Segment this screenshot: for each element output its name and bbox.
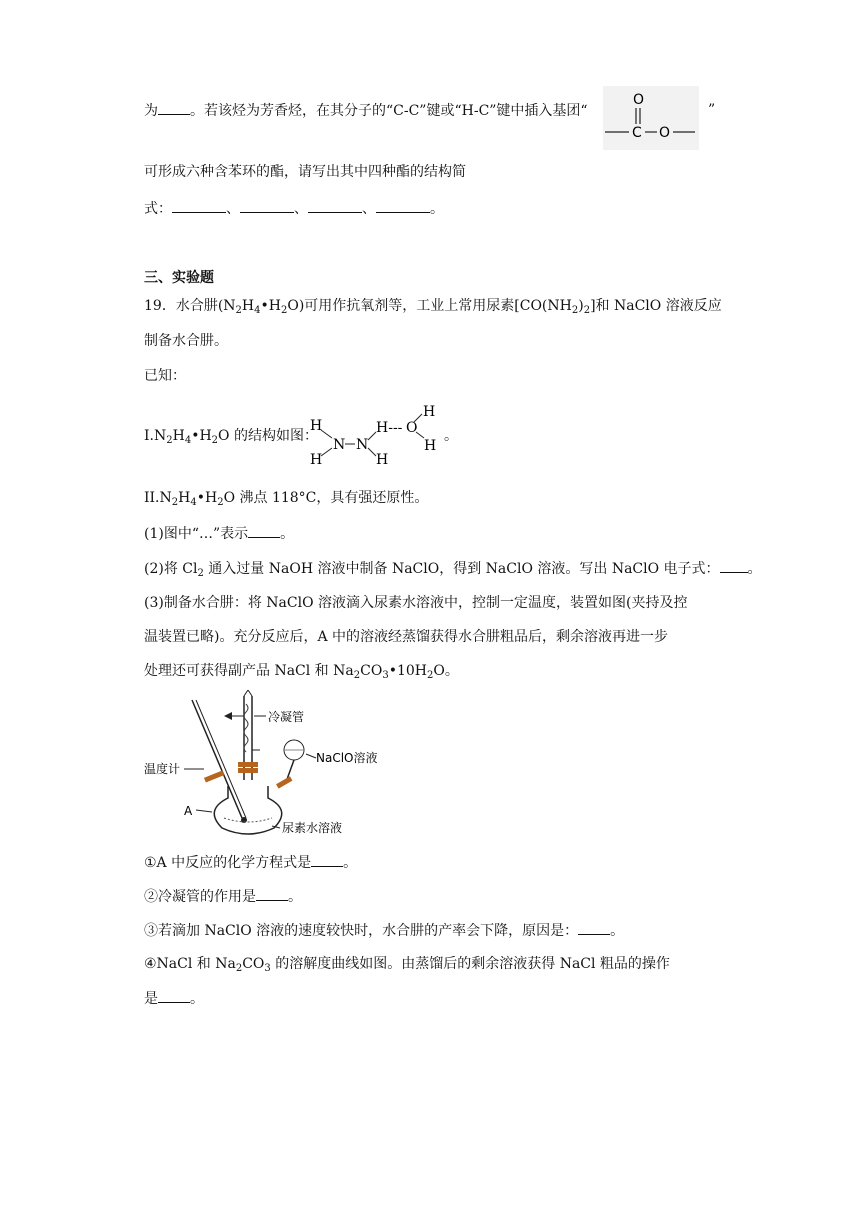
svg-text:N: N — [356, 437, 369, 453]
q19-part1: (1)图中“…”表示 。 — [144, 523, 294, 544]
q18-line2: 可形成六种含苯环的酯，请写出其中四种酯的结构简 — [144, 164, 466, 180]
section-title: 三、实验题 — [144, 270, 214, 286]
q18-line3: 式： 、 、 、 。 — [144, 198, 444, 219]
answer-blank[interactable] — [172, 198, 226, 213]
label-urea: 尿素水溶液 — [282, 821, 343, 835]
label-thermometer: 温度计 — [144, 762, 181, 776]
q19-sub1: ①A 中反应的化学方程式是 。 — [144, 852, 357, 873]
svg-text:N: N — [333, 437, 346, 453]
answer-blank[interactable] — [376, 198, 430, 213]
answer-blank[interactable] — [256, 886, 288, 901]
svg-text:H: H — [310, 452, 323, 468]
q18-line1: 为 。若该烃为芳香烃，在其分子的“C-C”键或“H-C”键中插入基团“ — [144, 100, 588, 121]
q19-sub2: ②冷凝管的作用是 。 — [144, 886, 302, 907]
svg-text:H: H — [310, 418, 323, 434]
answer-blank[interactable] — [308, 198, 362, 213]
answer-blank[interactable] — [158, 100, 190, 115]
q19-intro-line1: 19．水合肼$(N_2H_4•H_2O)$可用作抗氧剂等，工业上常用尿素$[CO(NH_2)_2]$和 NaClO 溶液反应 — [144, 298, 722, 316]
q18-close-quote: ” — [708, 102, 716, 118]
answer-blank[interactable] — [311, 852, 343, 867]
n2h4-h2o-structure — [308, 402, 448, 478]
label-naclo: NaClO溶液 — [316, 751, 378, 765]
q19-sub4-line2: 是 。 — [144, 988, 204, 1009]
ester-center-c: C — [632, 125, 642, 141]
answer-blank[interactable] — [158, 988, 190, 1003]
q19-known: 已知： — [144, 368, 186, 384]
q19-part3-line3: 处理还可获得副产品 NaCl 和 $Na_2CO_3•10H_2O$。 — [144, 663, 459, 681]
answer-blank[interactable] — [248, 523, 280, 538]
svg-text:H: H — [424, 438, 437, 454]
q19-part3-line2: 温装置已略)。充分反应后，A 中的溶液经蒸馏获得水合肼粗品后，剩余溶液再进一步 — [144, 629, 669, 645]
label-flask-a: A — [184, 804, 193, 818]
svg-text:H: H — [376, 452, 389, 468]
q19-part3-line1: (3)制备水合肼：将 NaClO 溶液滴入尿素水溶液中，控制一定温度，装置如图(夹持及控 — [144, 595, 688, 611]
ester-top-o: O — [633, 92, 645, 108]
q19-fact2: $II.N_2H_4•H_2O$ 沸点 118°C，具有强还原性。 — [144, 490, 429, 508]
apparatus-figure — [144, 690, 404, 844]
q19-fact1-end: 。 — [444, 428, 458, 444]
q19-intro-line2: 制备水合肼。 — [144, 333, 228, 349]
q19-sub4-line1: ④NaCl 和 $Na_2CO_3$ 的溶解度曲线如图。由蒸馏后的剩余溶液获得 NaCl 粗品的操作 — [144, 956, 670, 974]
svg-text:H: H — [423, 404, 436, 420]
answer-blank[interactable] — [720, 558, 748, 573]
q19-sub3: ③若滴加 NaClO 溶液的速度较快时，水合肼的产率会下降，原因是： 。 — [144, 920, 624, 941]
ester-group-figure — [603, 86, 699, 150]
svg-text:H---: H--- — [376, 420, 403, 436]
label-condenser: 冷凝管 — [268, 710, 305, 724]
answer-blank[interactable] — [240, 198, 294, 213]
svg-text:O: O — [406, 420, 418, 436]
answer-blank[interactable] — [578, 920, 610, 935]
ester-right-o: O — [659, 125, 671, 141]
q19-part2: (2)将 $Cl_2$ 通入过量 NaOH 溶液中制备 NaClO，得到 NaClO 溶液。写出 NaClO 电子式： 。 — [144, 558, 762, 579]
q19-fact1: $I.N_2H_4•H_2O$ 的结构如图： — [144, 428, 318, 446]
